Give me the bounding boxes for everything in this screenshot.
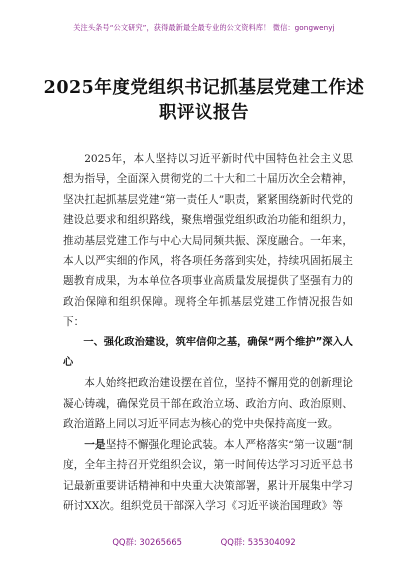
footer-contact <box>0 536 408 548</box>
title-line-1: 2025年度党组织书记抓基层党建工作述 <box>43 78 365 98</box>
title-line-2: 职评议报告 <box>159 103 249 123</box>
footer-qq-group-2: QQ群: 535304092 <box>220 537 296 547</box>
document-title <box>40 76 368 126</box>
point-text: 坚持不懈强化理论武装。本人严格落实“第一议题”制度，全年主持召开党组织会议，第一时间传达学习习近平总书记最新重要讲话精神和中央重大决策部署，累计开展集中学习研讨XX次。组织党员干部深入学习《习近平谈治国理政》等 <box>63 438 354 512</box>
section-1-paragraph: 本人始终把政治建设摆在首位，坚持不懈用党的创新理论凝心铸魂，确保党员干部在政治立场、政治方向、政治原则、政治道路上同以习近平同志为核心的党中央保持高度一致。 <box>63 377 353 431</box>
header-promo-note: 关注头条号“公文研究”，获得最新最全最专业的公文资料库！ 微信：gongwenyj <box>73 23 335 32</box>
section-1-point-1 <box>63 435 353 517</box>
point-lead: 一是 <box>84 438 106 451</box>
document-body <box>63 149 353 516</box>
footer-qq-group-1: QQ群: 30265665 <box>112 537 182 547</box>
section-heading-1: 一、强化政治建设，筑牢信仰之基，确保“两个维护”深入人心 <box>63 336 353 369</box>
intro-paragraph: 2025年，本人坚持以习近平新时代中国特色社会主义思想为指导，全面深入贯彻党的二十大和二十届历次全会精神，坚决扛起抓基层党建“第一责任人”职责，紧紧围绕新时代党的建设总要求和组织路线，聚焦增强党组织政治功能和组织力，推动基层党建工作与中心大局同频共振、深度融合。一年来，本人以严实细的作风，将各项任务落到实处，持续巩固拓展主题教育成果，为本单位各项事业高质量发展提供了坚强有力的政治保障和组织保障。现将全年抓基层党建工作情况报告如下： <box>63 153 353 329</box>
